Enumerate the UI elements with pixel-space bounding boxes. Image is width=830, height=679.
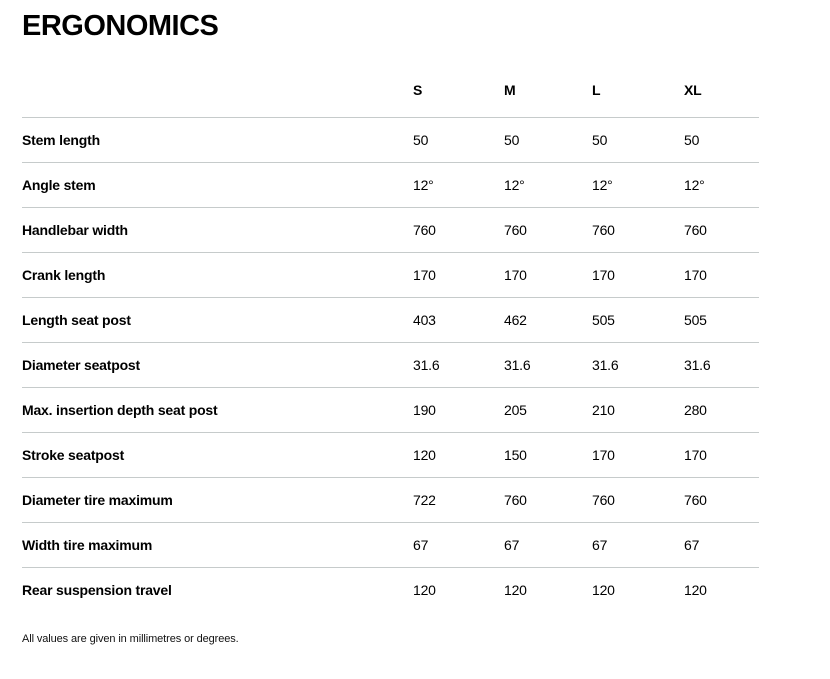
spec-value-l: 67 <box>592 522 684 567</box>
table-row <box>22 522 759 567</box>
table-row <box>22 297 759 342</box>
spec-value-l: 12° <box>592 162 684 207</box>
spec-value-s: 170 <box>413 252 504 297</box>
spec-name-header <box>22 44 413 117</box>
col-header-xl: XL <box>684 44 759 117</box>
spec-value-l: 210 <box>592 387 684 432</box>
spec-value-m: 31.6 <box>504 342 592 387</box>
spec-value-xl: 67 <box>684 522 759 567</box>
spec-value-m: 205 <box>504 387 592 432</box>
spec-label: Angle stem <box>22 162 413 207</box>
table-row <box>22 207 759 252</box>
spec-value-m: 12° <box>504 162 592 207</box>
spec-value-l: 170 <box>592 252 684 297</box>
spec-value-s: 31.6 <box>413 342 504 387</box>
spec-value-l: 505 <box>592 297 684 342</box>
table-header-row <box>22 44 759 117</box>
ergonomics-table <box>22 44 759 612</box>
page-title: ERGONOMICS <box>22 10 219 42</box>
spec-value-l: 760 <box>592 477 684 522</box>
spec-value-xl: 12° <box>684 162 759 207</box>
spec-label: Diameter tire maximum <box>22 477 413 522</box>
spec-value-l: 170 <box>592 432 684 477</box>
table-row <box>22 477 759 522</box>
spec-label: Stem length <box>22 117 413 162</box>
spec-value-l: 50 <box>592 117 684 162</box>
spec-label: Diameter seatpost <box>22 342 413 387</box>
table-row <box>22 117 759 162</box>
spec-value-xl: 50 <box>684 117 759 162</box>
spec-label: Max. insertion depth seat post <box>22 387 413 432</box>
spec-value-xl: 170 <box>684 432 759 477</box>
spec-value-m: 170 <box>504 252 592 297</box>
spec-value-m: 462 <box>504 297 592 342</box>
spec-value-l: 31.6 <box>592 342 684 387</box>
spec-value-m: 760 <box>504 207 592 252</box>
spec-value-xl: 280 <box>684 387 759 432</box>
spec-value-xl: 760 <box>684 207 759 252</box>
col-header-m: M <box>504 44 592 117</box>
spec-value-m: 150 <box>504 432 592 477</box>
spec-value-s: 722 <box>413 477 504 522</box>
col-header-s: S <box>413 44 504 117</box>
spec-label: Rear suspension travel <box>22 581 172 598</box>
spec-value-m: 760 <box>504 477 592 522</box>
spec-value-s: 12° <box>413 162 504 207</box>
spec-value-s: 120 <box>413 581 436 598</box>
spec-value-l: 120 <box>592 581 615 598</box>
spec-value-m: 120 <box>504 581 527 598</box>
spec-value-s: 760 <box>413 207 504 252</box>
table-row <box>22 252 759 297</box>
footnote: All values are given in millimetres or degrees. <box>22 633 239 645</box>
spec-label: Stroke seatpost <box>22 432 413 477</box>
spec-value-s: 120 <box>413 432 504 477</box>
table-row <box>22 432 759 477</box>
spec-value-xl: 120 <box>684 581 707 598</box>
spec-value-s: 403 <box>413 297 504 342</box>
table-row <box>22 162 759 207</box>
spec-value-l: 760 <box>592 207 684 252</box>
col-header-l: L <box>592 44 684 117</box>
spec-label: Length seat post <box>22 297 413 342</box>
spec-value-s: 50 <box>413 117 504 162</box>
spec-value-s: 67 <box>413 522 504 567</box>
table-row <box>22 387 759 432</box>
spec-value-m: 67 <box>504 522 592 567</box>
spec-value-xl: 31.6 <box>684 342 759 387</box>
spec-value-xl: 170 <box>684 252 759 297</box>
table-row <box>22 342 759 387</box>
spec-label: Width tire maximum <box>22 522 413 567</box>
spec-value-xl: 760 <box>684 477 759 522</box>
spec-label: Crank length <box>22 252 413 297</box>
spec-value-s: 190 <box>413 387 504 432</box>
table-row <box>22 567 759 612</box>
spec-label: Handlebar width <box>22 207 413 252</box>
spec-value-xl: 505 <box>684 297 759 342</box>
spec-value-m: 50 <box>504 117 592 162</box>
